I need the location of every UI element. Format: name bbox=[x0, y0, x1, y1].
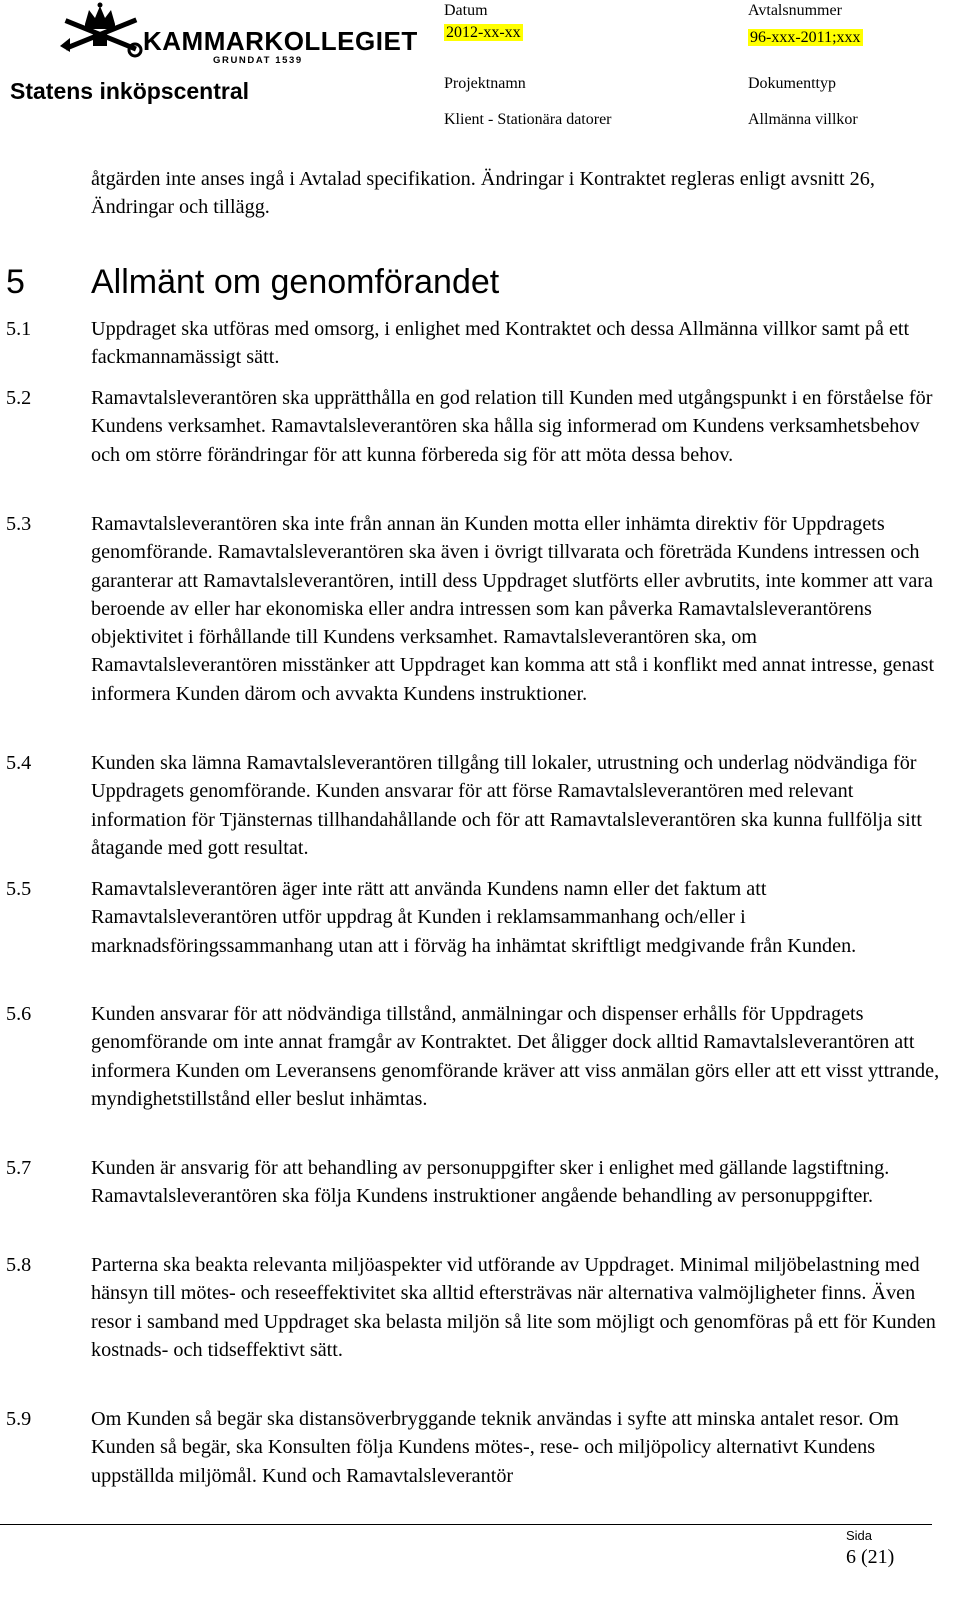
agreement-number-value: 96-xxx-2011;xxx bbox=[750, 29, 861, 46]
brand-name: KAMMARKOLLEGIET bbox=[143, 26, 418, 56]
clause-number: 5.9 bbox=[6, 1408, 32, 1430]
intro-paragraph: åtgärden inte anses ingå i Avtalad specifikation. Ändringar i Kontraktet regleras enligt avsnitt 26, Ändringar och tillägg. bbox=[91, 168, 875, 219]
footer-divider bbox=[0, 1524, 932, 1525]
project-name-value: Klient - Stationära datorer bbox=[444, 111, 612, 128]
document-type-value: Allmänna villkor bbox=[748, 111, 858, 128]
organization-name: Statens inköpscentral bbox=[10, 78, 250, 104]
clause-number: 5.8 bbox=[6, 1254, 32, 1276]
date-label: Datum bbox=[444, 2, 488, 19]
clause-number: 5.3 bbox=[6, 513, 32, 535]
clause-text: Om Kunden så begär ska distansöverbryggande teknik användas i syfte att minska antalet resor. Om Kunden så begär, ska Konsulten följa Kundens mötes-, rese- och miljöpolicy alternativt Kundens uppställda miljömål. Kund och Ramavtalsleverantör bbox=[91, 1408, 899, 1487]
clause-text: Kunden är ansvarig för att behandling av personuppgifter sker i enlighet med gällande lagstiftning. Ramavtalsleverantören ska följa Kundens instruktioner angående behandling av personuppgifter. bbox=[91, 1157, 890, 1208]
clause-number: 5.5 bbox=[6, 878, 32, 900]
clause-number: 5.7 bbox=[6, 1157, 32, 1179]
clause-text: Kunden ansvarar för att nödvändiga tillstånd, anmälningar och dispenser erhålls för Uppdragets genomförande om inte annat framgår av Kontraktet. Det åligger dock alltid Ramavtalsleverantören att informera Kunden om Leveransens genomförande kräver att viss anmälan görs eller att ett visst yttrande, myndighetstillstånd eller beslut inhämtas. bbox=[91, 1003, 940, 1110]
clause-text: Uppdraget ska utföras med omsorg, i enlighet med Kontraktet och dessa Allmänna villkor samt på ett fackmannamässigt sätt. bbox=[91, 318, 910, 369]
clause-text: Ramavtalsleverantören ska inte från annan än Kunden motta eller inhämta direktiv för Uppdragets genomförande. Ramavtalsleverantören ska även i övrigt tillvarata och företräda Kundens intressen och garanterar att Ramavtalsleverantören, intill dess Uppdraget slutförts eller avbrutits, inte kommer att vara beroende av eller har ekonomiska eller andra intressen som kan påverka Ramavtalsleverantörens objektivitet i förhållande till Kundens verksamhet. Ramavtalsleverantören ska, om Ramavtalsleverantören misstänker att Uppdraget kan komma att stå i konflikt med annat intresse, genast informera Kunden därom och avvakta Kundens instruktioner. bbox=[91, 513, 935, 705]
clause-text: Parterna ska beakta relevanta miljöaspekter vid utförande av Uppdraget. Minimal miljöbelastning med hänsyn till mötes- och reseeffektivitet ska alltid eftersträvas när alternativa valmöjligheter finns. Även resor i samband med Uppdraget ska belasta miljön så lite som möjligt och genomföras på ett för Kunden kostnads- och tidseffektivt sätt. bbox=[91, 1254, 936, 1361]
crown-emblem-icon bbox=[55, 2, 145, 70]
agreement-number-label: Avtalsnummer bbox=[748, 2, 842, 19]
clause-number: 5.1 bbox=[6, 318, 32, 340]
document-type-label: Dokumenttyp bbox=[748, 75, 836, 92]
section-number: 5 bbox=[6, 263, 25, 301]
clause-text: Ramavtalsleverantören äger inte rätt att använda Kundens namn eller det faktum att Ramavtalsleverantören utför uppdrag åt Kunden i reklamsammanhang och/eller i marknadsföringssammanhang utan att i förväg ha inhämtat skriftligt medgivande från Kunden. bbox=[91, 878, 857, 957]
date-value: 2012-xx-xx bbox=[446, 24, 521, 41]
clause-number: 5.4 bbox=[6, 752, 32, 774]
page-label: Sida bbox=[846, 1528, 873, 1543]
page-number: 6 (21) bbox=[846, 1546, 895, 1568]
clause-text: Ramavtalsleverantören ska upprätthålla en god relation till Kunden med utgångspunkt i en förståelse för Kundens verksamhet. Ramavtalsleverantören ska hålla sig informerad om Kundens verksamhetsbehov och om större förändringar för att kunna förbereda sig för att möta dessa behov. bbox=[91, 387, 933, 466]
section-title: Allmänt om genomförandet bbox=[91, 263, 500, 301]
clause-number: 5.6 bbox=[6, 1003, 32, 1025]
clause-number: 5.2 bbox=[6, 387, 32, 409]
brand-founded: GRUNDAT 1539 bbox=[213, 55, 303, 66]
clause-text: Kunden ska lämna Ramavtalsleverantören tillgång till lokaler, utrustning och underlag nödvändiga för Uppdragets genomförande. Kunden ansvarar för att förse Ramavtalsleverantören med relevant information för Tjänsternas tillhandahållande och för att Ramavtalsleverantören ska kunna fullfölja sitt åtagande med gott resultat. bbox=[91, 752, 922, 859]
project-name-label: Projektnamn bbox=[444, 75, 526, 92]
